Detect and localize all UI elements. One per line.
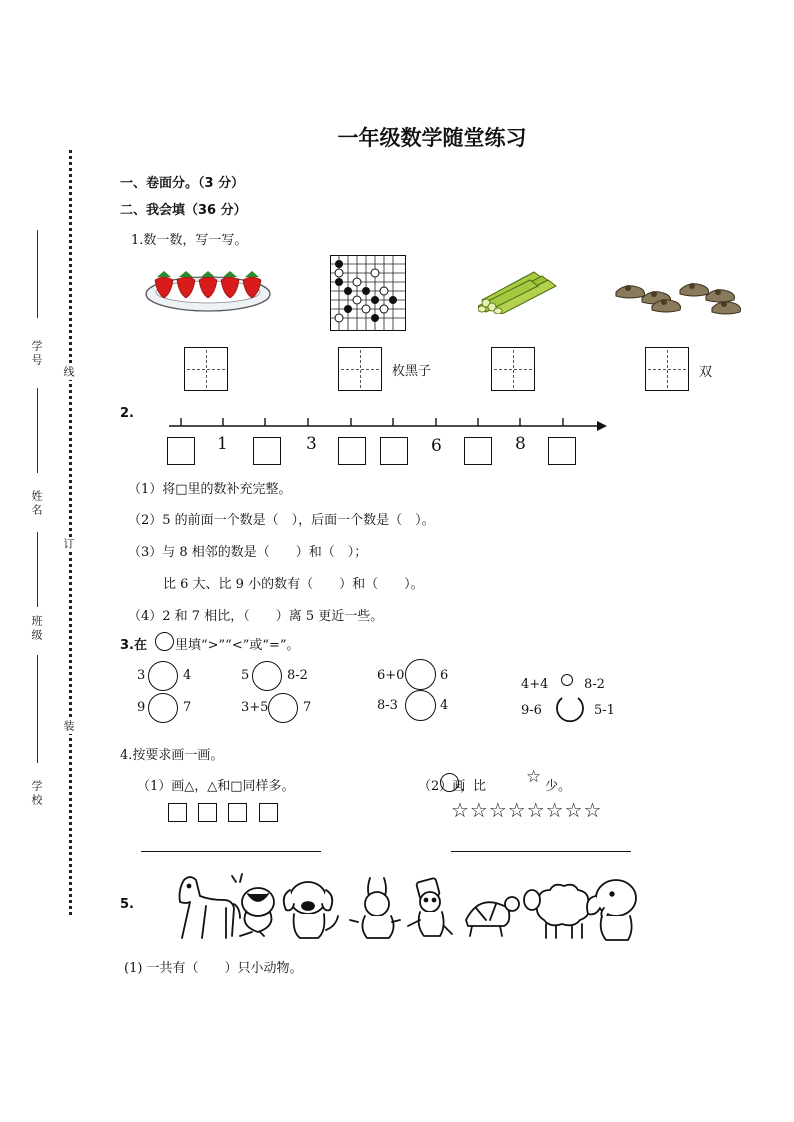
q3-r1c3-right: 6 xyxy=(440,668,449,683)
section-2-heading: 二、我会填（36 分） xyxy=(120,203,247,218)
q2-sub-4: （4）2 和 7 相比，（ ）离 5 更近一些。 xyxy=(128,609,384,624)
student-id-label: 学号 xyxy=(30,340,43,368)
q4-stars-row: ☆☆☆☆☆☆☆☆ xyxy=(451,798,603,822)
q3-r1c3-left: 6+0 xyxy=(377,668,405,683)
q1-answer-strawberries[interactable] xyxy=(184,347,228,391)
q3-r1c1-right: 4 xyxy=(183,668,192,683)
numline-box-2[interactable] xyxy=(253,437,281,465)
section-1-heading: 一、卷面分。（3 分） xyxy=(120,176,245,191)
numline-label-1: 1 xyxy=(217,434,228,454)
school-label: 学校 xyxy=(30,780,43,808)
q3-r1c1-left: 3 xyxy=(137,668,146,683)
name-field-line[interactable] xyxy=(37,388,38,473)
class-label: 班级 xyxy=(30,615,43,643)
q3-r2c3-right: 4 xyxy=(440,698,449,713)
q2-sub-1: （1）将□里的数补充完整。 xyxy=(128,482,292,497)
q2-sub-3b: 比 6 大、比 9 小的数有（ ）和（ ）。 xyxy=(163,577,424,592)
q3-prompt-b: 里填“>”“<”或“=”。 xyxy=(175,638,300,653)
bamboo-bundle-image xyxy=(478,264,558,314)
q3-r1c4-right: 8-2 xyxy=(584,677,605,692)
numline-box-0[interactable] xyxy=(167,437,195,465)
q1-prompt: 1.数一数，写一写。 xyxy=(131,233,248,248)
q1-unit-black-stones: 枚黑子 xyxy=(392,364,432,379)
q4-sub-2b: ，比 xyxy=(460,779,487,794)
q3-r2c1-answer[interactable] xyxy=(148,693,178,723)
q3-r1c4-answer[interactable] xyxy=(561,674,573,686)
q3-r1c2-right: 8-2 xyxy=(287,668,308,683)
name-label: 姓名 xyxy=(30,490,43,518)
q3-prompt-a: 3.在 xyxy=(120,638,147,653)
q3-r2c4-answer[interactable] xyxy=(552,694,586,724)
q1-answer-shoes[interactable] xyxy=(645,347,689,391)
q2-sub-2: （2）5 的前面一个数是（ ），后面一个数是（ ）。 xyxy=(128,513,435,528)
binding-word-order: 订 xyxy=(62,538,75,552)
numline-box-4[interactable] xyxy=(338,437,366,465)
q3-r1c4-left: 4+4 xyxy=(521,677,549,692)
q3-r1c3-answer[interactable] xyxy=(405,659,436,690)
shoes-image xyxy=(612,278,747,320)
q3-r1c2-left: 5 xyxy=(241,668,250,683)
q2-sub-3: （3）与 8 相邻的数是（ ）和（ ）； xyxy=(128,545,368,560)
q4-sub-2c: 少。 xyxy=(545,779,572,794)
strawberry-plate-image xyxy=(143,262,273,318)
q3-r2c1-right: 7 xyxy=(183,700,192,715)
horse-figure xyxy=(180,877,241,938)
numline-box-5[interactable] xyxy=(380,437,408,465)
q3-r1c2-answer[interactable] xyxy=(252,661,282,691)
q3-circle-symbol xyxy=(155,632,174,651)
q3-r2c3-left: 8-3 xyxy=(377,698,398,713)
binding-word-bind: 装 xyxy=(62,720,75,734)
q4-star-symbol: ☆ xyxy=(526,767,542,787)
numline-box-7[interactable] xyxy=(464,437,492,465)
q3-r2c4-right: 5-1 xyxy=(594,703,615,718)
q4-square-4 xyxy=(259,803,278,822)
numline-label-8: 8 xyxy=(515,434,526,454)
class-field-line[interactable] xyxy=(37,532,38,607)
go-board-image xyxy=(330,255,406,331)
q3-r1c1-answer[interactable] xyxy=(148,661,178,691)
numline-label-6: 6 xyxy=(431,436,442,456)
q3-r2c2-left: 3+5 xyxy=(241,700,269,715)
school-field-line[interactable] xyxy=(37,655,38,763)
q1-answer-black-stones[interactable] xyxy=(338,347,382,391)
q4-circle-symbol xyxy=(440,773,459,792)
q4-square-1 xyxy=(168,803,187,822)
binding-word-line: 线 xyxy=(62,366,75,380)
numline-box-9[interactable] xyxy=(548,437,576,465)
q3-r2c3-answer[interactable] xyxy=(405,690,436,721)
q4-sub-2a: （2）画 xyxy=(418,779,466,794)
q1-unit-pairs: 双 xyxy=(699,365,713,380)
q5-number: 5. xyxy=(120,897,134,912)
q3-r2c2-right: 7 xyxy=(303,700,312,715)
numline-label-3: 3 xyxy=(306,434,317,454)
q4-prompt: 4.按要求画一画。 xyxy=(120,748,224,763)
q1-answer-bamboo[interactable] xyxy=(491,347,535,391)
q3-r2c4-left: 9-6 xyxy=(521,703,542,718)
page-title: 一年级数学随堂练习 xyxy=(337,126,527,150)
q2-number: 2. xyxy=(120,406,134,421)
q4-draw-line-2[interactable] xyxy=(451,851,631,852)
q4-square-3 xyxy=(228,803,247,822)
q4-draw-line-1[interactable] xyxy=(141,851,321,852)
q3-r2c1-left: 9 xyxy=(137,700,146,715)
q4-sub-1: （1）画△，△和□同样多。 xyxy=(137,779,295,794)
student-id-field-line[interactable] xyxy=(37,230,38,318)
q3-r2c2-answer[interactable] xyxy=(268,693,298,723)
animals-image xyxy=(160,872,642,944)
q4-square-2 xyxy=(198,803,217,822)
binding-dotted-line xyxy=(69,150,72,915)
q5-sub-1: (1) 一共有（ ）只小动物。 xyxy=(124,961,303,976)
